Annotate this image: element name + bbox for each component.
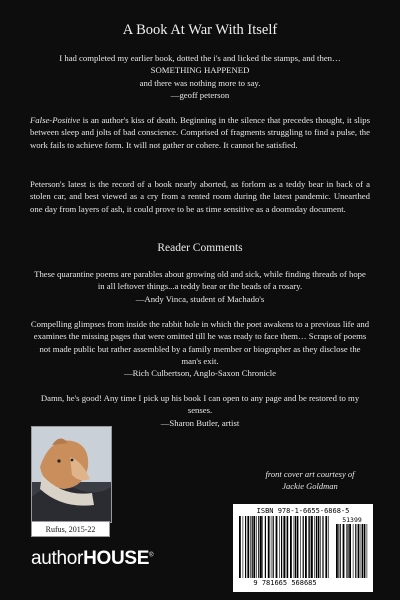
publisher-logo [31,548,153,570]
barcode-bar [268,516,270,578]
barcode-bar [265,516,266,578]
barcode-digits: 9 781665 568685 [253,579,317,587]
barcode-bar [358,524,360,578]
comments-heading: Reader Comments [157,242,243,254]
barcode-bar [262,516,263,578]
barcode-bar [245,516,246,578]
barcode-bar [297,516,299,578]
barcode-bar [367,524,368,578]
isbn-number: ISBN 978-1-6655-6868-5 [256,507,350,515]
barcode-bar [347,524,348,578]
barcode-bar [328,516,329,578]
barcode-bar [349,524,351,578]
barcode-bar [286,516,287,578]
epigraph [30,52,370,101]
isbn-barcode [233,504,373,592]
comment-author: —Rich Culbertson, Anglo-Saxon Chronicle [123,368,277,379]
comment-text: Compelling glimpses from inside the rabbit hole in which the poet awakens to a previous life and examines the missing pages that were omitted till he was ready to face them… Scraps of poems not made public but rather assembled by a family member or biographer as they disclose the man's exit. [30,319,370,366]
barcode-bar [279,516,280,578]
barcode-bar [361,524,362,578]
barcode-bar [314,516,315,578]
barcode-bar [362,524,363,578]
barcode-bar [252,516,253,578]
registered-mark: ® [149,552,154,559]
barcode-bar [276,516,278,578]
comment-3 [30,392,370,429]
comment-text: These quarantine poems are parables about growing old and sick, while finding threads of hope in all leftover things...a teddy bear or the beads of a rosary. [34,269,366,292]
barcode-bar [287,516,288,578]
barcode-bar [300,516,301,578]
barcode-bar [322,516,323,578]
comment-author: —Sharon Butler, artist [160,417,240,428]
barcode-bar [340,524,341,578]
barcode-bar [320,516,321,578]
comment-author: —Andy Vinca, student of Machado's [135,293,265,304]
main-barcode-bars [239,516,331,578]
publisher-logo-part1: author [31,548,84,569]
barcode-bar [318,516,320,578]
book-name-italic: False-Positive [30,115,81,125]
cover-credit-artist: Jackie Goldman [282,481,338,491]
barcode-bar [311,516,313,578]
barcode-bar [303,516,304,578]
barcode-bar [309,516,310,578]
barcode-bar [256,516,257,578]
barcode-bar [290,516,292,578]
barcode-bar [247,516,249,578]
barcode-bar [308,516,309,578]
barcode-bar [295,516,296,578]
epigraph-line-3: and there was nothing more to say. [139,77,261,88]
barcode-bar [346,524,347,578]
dog-photo [31,426,112,523]
barcode-bar [283,516,285,578]
barcode-bar [273,516,274,578]
addon-barcode-bars [336,524,368,578]
description-paragraph-2: Peterson's latest is the record of a book nearly aborted, as forlorn as a teddy bear in back of a stolen car, and best viewed as a cry from a rented room during the latest pandemic. Unearthed one day from layers of ash, it could prove to be as time sensitive as a doomsday document. [30,179,370,214]
barcode-bar [336,524,338,578]
barcode-bar [355,524,356,578]
comment-1 [30,268,370,305]
barcode-bar [316,516,317,578]
barcode-bar [239,516,241,578]
barcode-bar [281,516,282,578]
barcode-bar [305,516,307,578]
book-title: A Book At War With Itself [122,22,278,38]
epigraph-line-1: I had completed my earlier book, dotted the i's and licked the stamps, and then… [59,53,341,63]
price-code: 51399 [342,516,362,524]
comment-text: Damn, he's good! Any time I pick up his book I can open to any page and be restored to my senses. [40,393,360,416]
barcode-bar [338,524,339,578]
barcode-bar [343,524,345,578]
epigraph-attribution: —geoff peterson [170,89,230,100]
epigraph-line-2: SOMETHING HAPPENED [150,65,250,76]
barcode-bar [260,516,262,578]
description-paragraph-1 [30,114,370,151]
barcode-bar [325,516,327,578]
description-text-1: is an author's kiss of death. Beginning in the silence that precedes thought, it slips between sleep and jolts of bad conscience. Comprised of fragments struggling to find a pulse, the work fails to achieve form. It will not gather or cohere. It cannot be satisfied. [30,115,370,150]
photo-caption: Rufus, 2015-22 [31,521,110,537]
barcode-bar [364,524,366,578]
cover-credit-line-1: front cover art courtesy of [265,469,355,479]
barcode-bar [271,516,272,578]
publisher-logo-part2: HOUSE [83,548,150,569]
barcode-bar [353,524,354,578]
barcode-bar [243,516,244,578]
barcode-bar [258,516,259,578]
comment-2 [30,318,370,379]
barcode-bar [253,516,255,578]
cover-credit [240,468,380,492]
dog-illustration [32,427,111,522]
barcode-bar [294,516,295,578]
barcode-bar [250,516,251,578]
